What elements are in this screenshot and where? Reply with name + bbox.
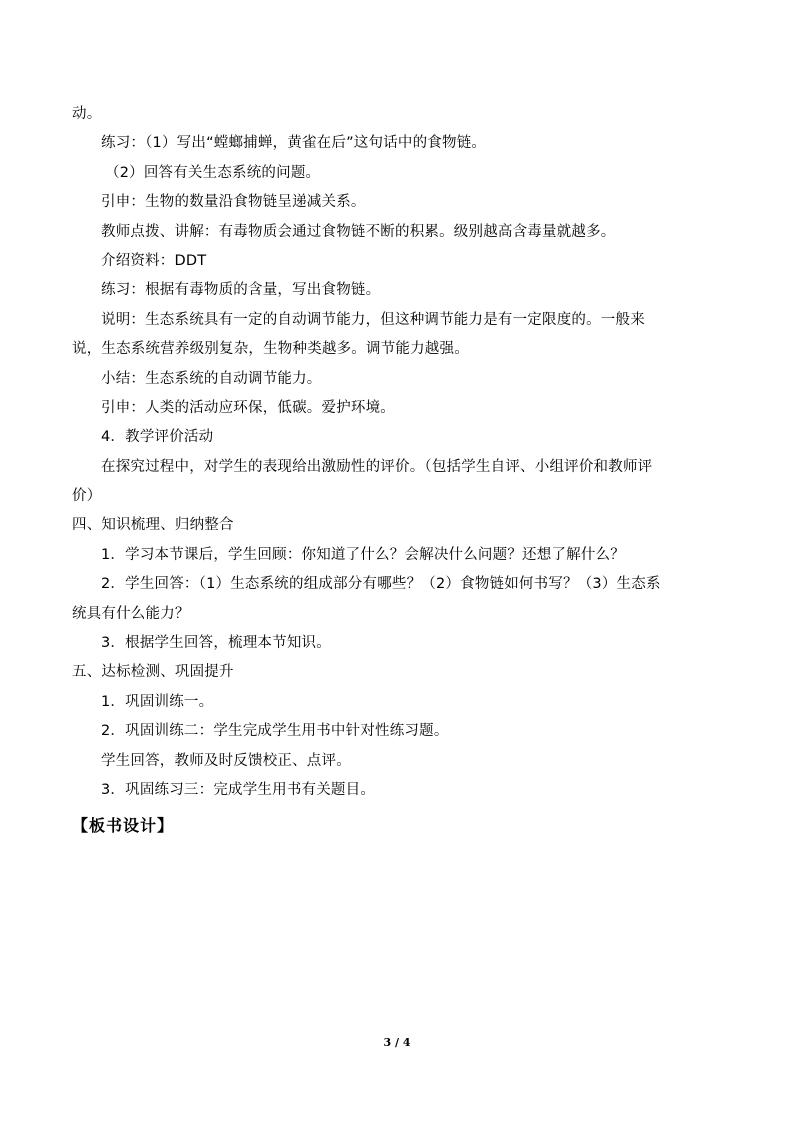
text-line: 在探究过程中，对学生的表现给出激励性的评价。（包括学生自评、小组评价和教师评 (101, 458, 653, 475)
text-line: 引申：生物的数量沿食物链呈递减关系。 (101, 194, 366, 211)
text-line: 动。 (72, 106, 102, 122)
text-line: 2．巩固训练二：学生完成学生用书中针对性练习题。 (101, 723, 449, 740)
page-number: 3 / 4 (383, 1036, 411, 1049)
text-line: 练习：根据有毒物质的含量，写出食物链。 (101, 282, 381, 299)
text-line: 1．巩固训练一。 (101, 693, 214, 710)
text-line: 价） (72, 488, 102, 505)
text-line: 学生回答，教师及时反馈校正、点评。 (101, 752, 351, 769)
text-line: 3．巩固练习三：完成学生用书有关题目。 (101, 781, 376, 798)
text-line: 1．学习本节课后，学生回顾：你知道了什么？会解决什么问题？还想了解什么？ (101, 546, 625, 563)
text-line: 引申：人类的活动应环保，低碳。爱护环境。 (101, 399, 395, 416)
text-line: 说，生态系统营养级别复杂，生物种类越多。调节能力越强。 (72, 341, 469, 358)
text-line: 小结：生态系统的自动调节能力。 (101, 370, 322, 387)
text-line: 4．教学评价活动 (101, 429, 214, 446)
page-content (72, 100, 722, 841)
text-line: 3．根据学生回答，梳理本节知识。 (101, 635, 331, 652)
text-line: 教师点拨、讲解：有毒物质会通过食物链不断的积累。级别越高含毒量就越多。 (101, 223, 616, 240)
text-line: 五、达标检测、巩固提升 (72, 664, 234, 681)
text-line: 介绍资料：DDT (101, 252, 207, 269)
text-line: 四、知识梳理、归纳整合 (72, 517, 234, 534)
board-design-heading: 【板书设计】 (72, 816, 175, 836)
paragraph-lines (72, 100, 722, 805)
text-line: 统具有什么能力？ (72, 605, 190, 622)
text-line: 练习：（1）写出“螳螂捕蝉，黄雀在后”这句话中的食物链。 (101, 135, 487, 152)
text-line: （2）回答有关生态系统的问题。 (105, 164, 321, 181)
text-line: 说明：生态系统具有一定的自动调节能力，但这种调节能力是有一定限度的。一般来 (101, 311, 645, 328)
text-line: 2．学生回答：（1）生态系统的组成部分有哪些？（2）食物链如何书写？（3）生态系 (101, 576, 661, 593)
